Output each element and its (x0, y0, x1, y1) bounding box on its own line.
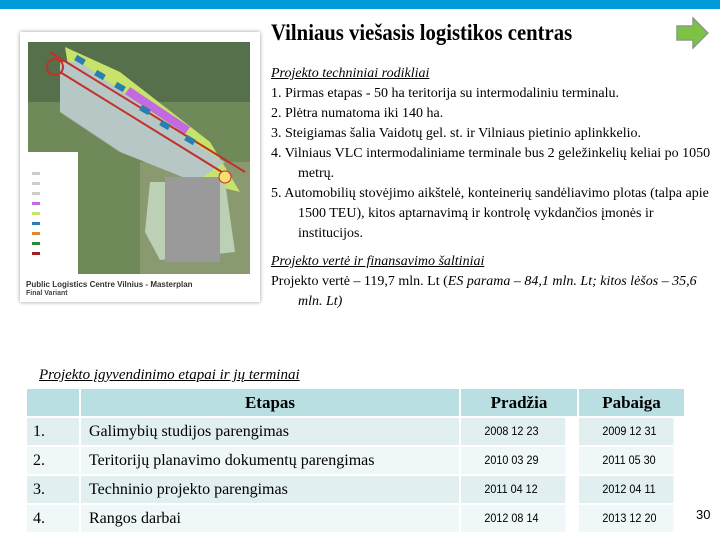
finance-value: Projekto vertė – 119,7 mln. Lt ( (271, 274, 448, 289)
row-stage: Rangos darbai (81, 505, 459, 532)
col-header-stage: Etapas (81, 389, 459, 416)
row-end: 2012 04 11 (579, 476, 674, 503)
col-header-number (27, 389, 79, 416)
map-caption: Public Logistics Centre Vilnius - Masterplan (26, 280, 193, 289)
project-info (271, 64, 711, 312)
finance-text (271, 272, 711, 312)
finance-sources: ES parama – 84,1 mln. Lt; kitos lėšos – 35,6 mln. Lt) (298, 274, 697, 309)
finance-heading: Projekto vertė ir finansavimo šaltiniai (271, 254, 485, 269)
row-start: 2010 03 29 (461, 447, 565, 474)
row-stage: Teritorijų planavimo dokumentų parengimas (81, 447, 459, 474)
row-end: 2009 12 31 (579, 418, 674, 445)
row-stage: Galimybių studijos parengimas (81, 418, 459, 445)
tech-item: 4. Vilniaus VLC intermodaliniame terminale bus 2 geležinkelių keliai po 1050 metrų. (271, 146, 711, 181)
green-arrow-right-icon[interactable] (676, 17, 709, 49)
table-row (27, 447, 684, 474)
map-subcaption: Final Variant (26, 290, 68, 297)
masterplan-map-image (20, 32, 260, 302)
col-header-start: Pradžia (461, 389, 577, 416)
page-title: Vilniaus viešasis logistikos centras (271, 20, 573, 45)
table-row (27, 505, 684, 532)
tech-item: 1. Pirmas etapas - 50 ha teritorija su intermodaliniu terminalu. (271, 86, 619, 101)
row-number: 1. (27, 418, 79, 445)
row-number: 3. (27, 476, 79, 503)
table-row (27, 476, 684, 503)
top-accent-bar (0, 0, 720, 9)
tech-item: 5. Automobilių stovėjimo aikštelė, konteinerių sandėliavimo plotas (talpa apie 1500 TEU), kitos aptarnavimą ir kontrolę vykdančios įmonės ir institucijos. (271, 186, 709, 241)
row-end: 2013 12 20 (579, 505, 674, 532)
stages-table (25, 387, 686, 534)
row-start: 2012 08 14 (461, 505, 565, 532)
row-stage: Techninio projekto parengimas (81, 476, 459, 503)
row-number: 4. (27, 505, 79, 532)
page-number: 30 (696, 507, 711, 522)
row-end: 2011 05 30 (579, 447, 674, 474)
col-header-end: Pabaiga (579, 389, 684, 416)
stages-heading: Projekto įgyvendinimo etapai ir jų terminai (39, 367, 300, 383)
row-start: 2008 12 23 (461, 418, 565, 445)
row-start: 2011 04 12 (461, 476, 565, 503)
row-number: 2. (27, 447, 79, 474)
tech-heading: Projekto techniniai rodikliai (271, 66, 430, 81)
table-row (27, 418, 684, 445)
tech-item: 3. Steigiamas šalia Vaidotų gel. st. ir Vilniaus pietinio aplinkkelio. (271, 126, 641, 141)
table-header-row (27, 389, 684, 416)
tech-item: 2. Plėtra numatoma iki 140 ha. (271, 106, 444, 121)
